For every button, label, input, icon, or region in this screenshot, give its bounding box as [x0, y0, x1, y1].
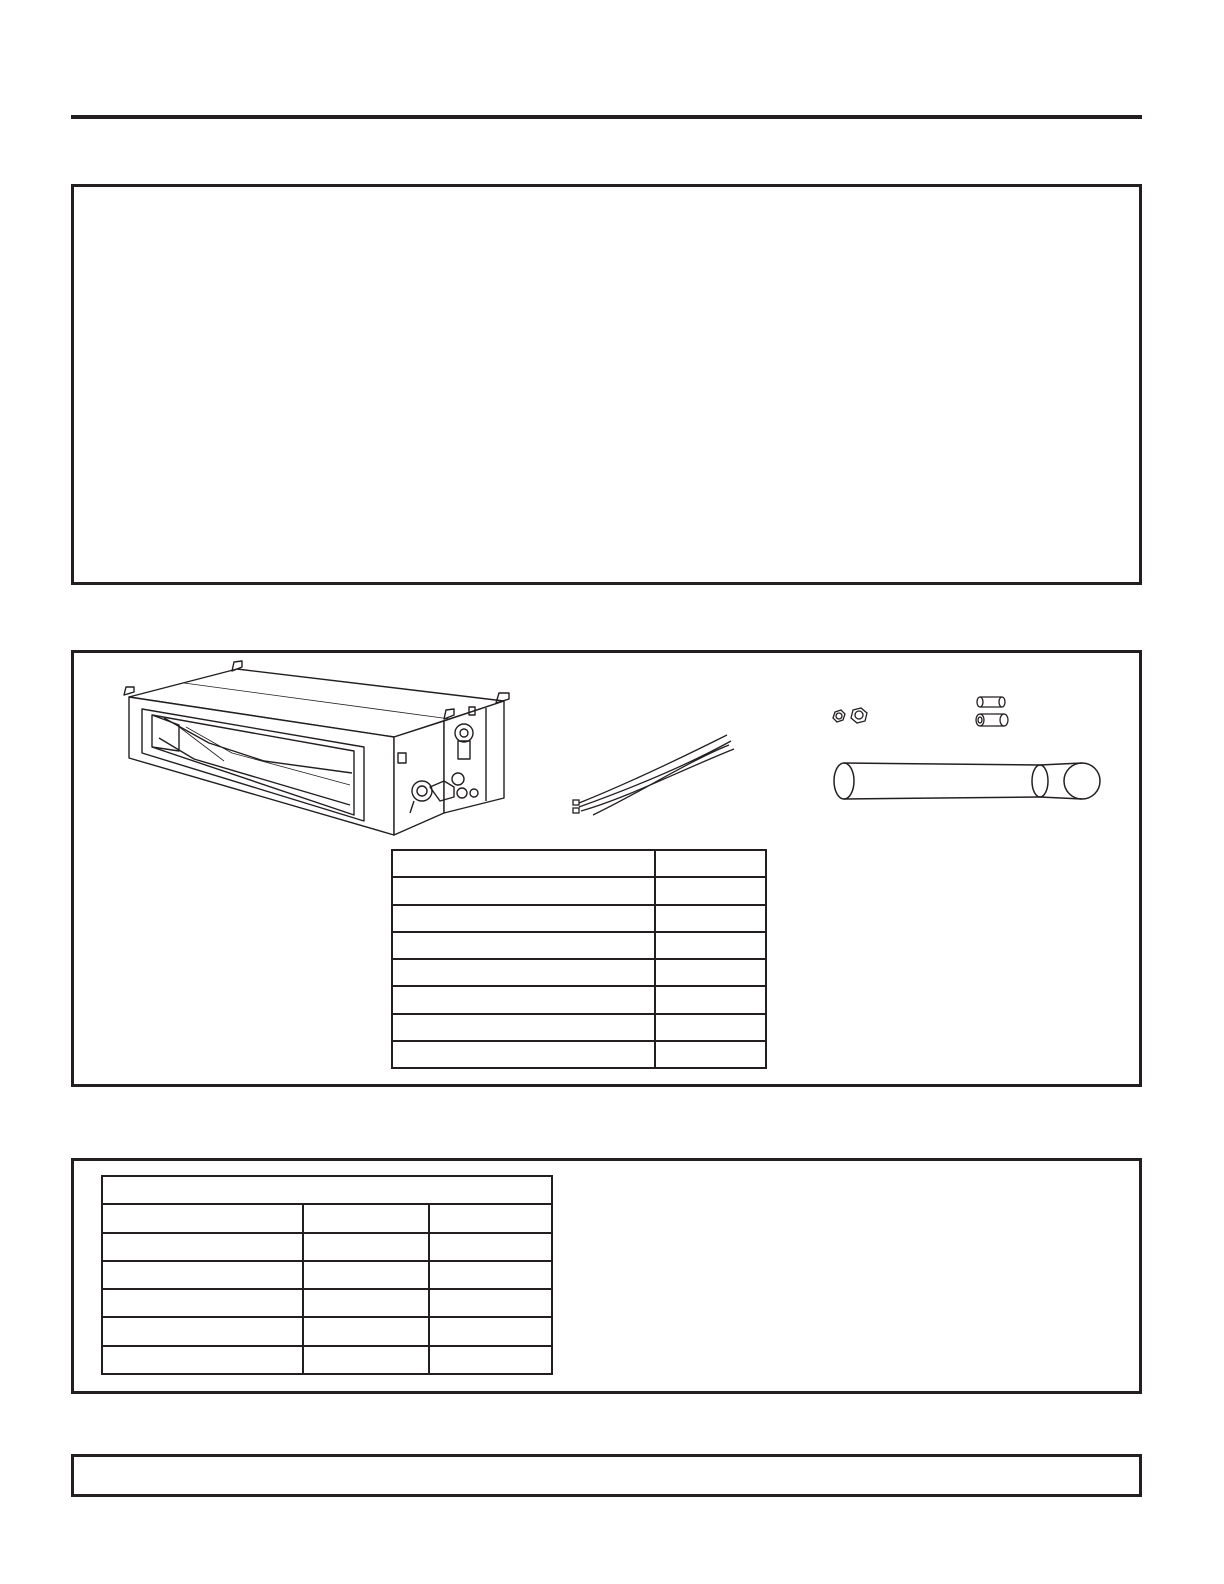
- table-cell: [655, 1014, 766, 1041]
- table-row: [392, 986, 766, 1013]
- table-cell: [303, 1233, 428, 1261]
- table-cell: [392, 986, 655, 1013]
- table-cell: [303, 1289, 428, 1317]
- accessories-table: [391, 849, 767, 1069]
- table-row: [392, 1014, 766, 1041]
- table-cell: [392, 1041, 655, 1068]
- table-row: [102, 1233, 552, 1261]
- table-cell: [392, 905, 655, 932]
- accessories-box: [71, 650, 1142, 1087]
- table-header-cell: [102, 1176, 552, 1204]
- table-cell: [429, 1289, 552, 1317]
- note-box: [71, 1454, 1142, 1497]
- table-cell: [429, 1346, 552, 1374]
- table-row: [392, 905, 766, 932]
- table-cell: [655, 932, 766, 959]
- table-cell: [655, 959, 766, 986]
- table-cell: [102, 1233, 303, 1261]
- table-cell: [102, 1289, 303, 1317]
- table-cell: [392, 1014, 655, 1041]
- table-cell: [303, 1204, 428, 1232]
- table-cell: [392, 959, 655, 986]
- flare-nut-icon: [829, 703, 879, 733]
- table-cell: [655, 986, 766, 1013]
- table-cell: [303, 1261, 428, 1289]
- table-row: [102, 1317, 552, 1345]
- table-cell: [102, 1317, 303, 1345]
- table-row: [392, 877, 766, 904]
- table-row: [392, 932, 766, 959]
- top-rule: [71, 115, 1142, 119]
- table-cell: [655, 1041, 766, 1068]
- specifications-box: [71, 1158, 1142, 1394]
- table-cell: [392, 850, 655, 877]
- table-cell: [303, 1317, 428, 1345]
- table-cell: [102, 1346, 303, 1374]
- table-cell: [303, 1346, 428, 1374]
- table-cell: [429, 1233, 552, 1261]
- specifications-table: [101, 1175, 553, 1375]
- table-cell: [655, 850, 766, 877]
- table-cell: [655, 905, 766, 932]
- table-cell: [429, 1317, 552, 1345]
- table-header-row: [102, 1176, 552, 1204]
- table-cell: [102, 1261, 303, 1289]
- table-cell: [102, 1204, 303, 1232]
- table-cell: [655, 877, 766, 904]
- table-row: [102, 1261, 552, 1289]
- tube-sleeve-icon: [972, 695, 1022, 735]
- table-cell: [429, 1204, 552, 1232]
- table-row: [102, 1346, 552, 1374]
- table-row: [102, 1289, 552, 1317]
- table-cell: [392, 932, 655, 959]
- table-row: [102, 1204, 552, 1232]
- table-row: [392, 850, 766, 877]
- ducted-indoor-unit-icon: [114, 663, 574, 843]
- connecting-wires-icon: [569, 731, 739, 821]
- table-row: [392, 959, 766, 986]
- insulation-tube-icon: [824, 751, 1114, 811]
- table-row: [392, 1041, 766, 1068]
- information-box: [71, 184, 1142, 585]
- table-cell: [392, 877, 655, 904]
- table-cell: [429, 1261, 552, 1289]
